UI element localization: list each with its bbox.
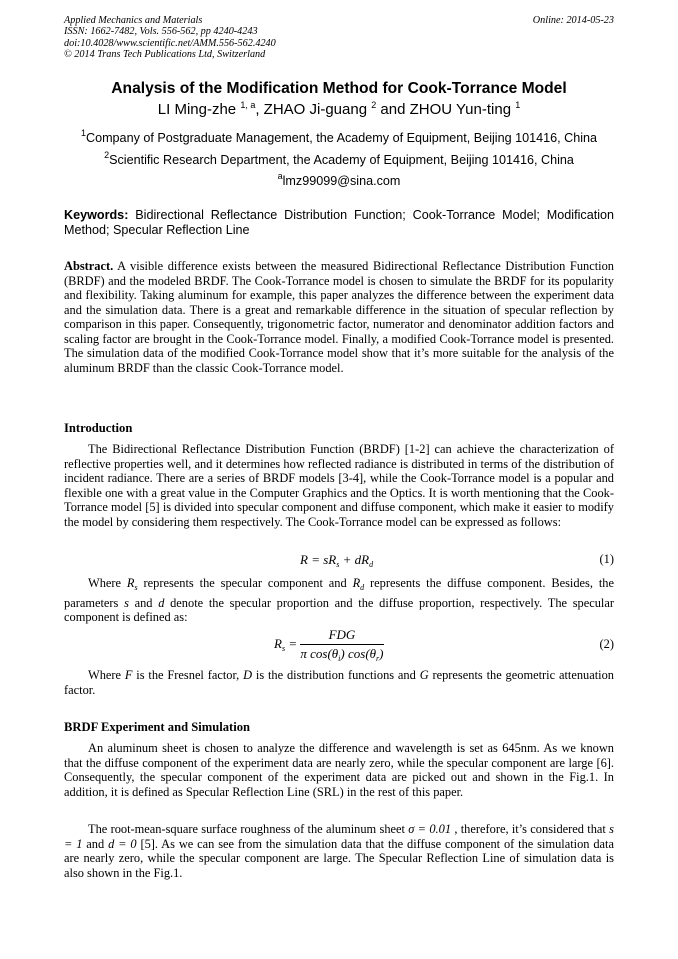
text-run: Where: [88, 576, 127, 590]
affiliation-2-text: Scientific Research Department, the Academy of Equipment, Beijing 101416, China: [109, 153, 574, 167]
equation-2-number: (2): [599, 637, 614, 651]
email-text: lmz99099@sina.com: [282, 174, 401, 188]
s-value: s = 1: [64, 822, 614, 851]
equation-2-expr: $R_s$ = $\frac{\text{FDG}}{\pi \cos(\theta_i) \cos(\theta_r)}$: [274, 627, 384, 663]
d-value: d = 0: [108, 836, 137, 851]
doi-line: doi:10.4028/www.scientific.net/AMM.556-562.4240: [64, 37, 276, 49]
author-1: LI Ming-zhe: [157, 101, 237, 118]
copyright-line: © 2014 Trans Tech Publications Ltd, Switzerland: [64, 48, 266, 60]
intro-paragraph-2: Where $R_s$ represents the specular component and $R_d$ represents the diffuse component. Besides, the parameters s and d denote the specular proportion and the diffuse proportion, respectively. The specular component is defined as:: [64, 576, 615, 624]
author-3-sup: 1: [515, 100, 521, 110]
intro-paragraph-3: Where F is the Fresnel factor, D is the distribution functions and G represents the geometric attenuation factor.: [64, 668, 614, 697]
online-date: Online: 2014-05-23: [532, 15, 614, 26]
affiliation-2: [0, 150, 678, 167]
text-run: represents the specular component and: [137, 576, 353, 590]
equation-2-fraction: $\frac{\text{FDG}}{\pi \cos(\theta_i) \cos(\theta_r)}$: [300, 627, 384, 663]
text-run: represents the diffuse component. Besides, the parameters: [64, 576, 614, 610]
email-sup: a: [277, 171, 283, 181]
author-separator: ,: [255, 101, 264, 118]
text-run: , therefore, it’s considered that: [451, 822, 610, 836]
issn-line: ISSN: 1662-7482, Vols. 556-562, pp 4240-4243: [64, 26, 258, 38]
affiliation-1-sup: 1: [80, 128, 86, 138]
author-1-sup: 1, a: [240, 100, 256, 110]
equation-1-number: (1): [599, 552, 614, 566]
equation-2: [64, 627, 614, 665]
text-run: and: [128, 595, 159, 610]
text-run: and: [82, 836, 109, 851]
journal-header: [64, 15, 276, 60]
journal-name: Applied Mechanics and Materials: [64, 15, 203, 26]
text-run: [5]. As we can see from the simulation data that the diffuse component of the simulation data are nearly zero, while the specular component are large. The Specular Reflection Line of simulation data is also shown in the Fig.1.: [64, 836, 614, 880]
affiliation-1: [0, 128, 678, 145]
text-run: Where: [88, 668, 125, 682]
author-2: ZHAO Ji-guang: [263, 101, 368, 118]
intro-paragraph-1: The Bidirectional Reflectance Distribution Function (BRDF) [1-2] can achieve the characterization of reflective properties well, and it determines how reflected radiance is distributed in terms of the distribution of incident radiance. There are a series of BRDF models [3-4], while the Cook-Torrance model is a popular and flexible one with a great value in the Computer Graphics and the Optics. It is worth mentioning that the Cook-Torrance model [5] is divided into specular component and diffuse component, which make it easier to modify the model by considering them respectively. The Cook-Torrance model can be expressed as follows:: [64, 442, 614, 529]
author-3: ZHOU Yun-ting: [409, 101, 512, 118]
keywords: [64, 208, 614, 238]
text-run: is the distribution functions and: [252, 668, 420, 682]
abstract-text: A visible difference exists between the measured Bidirectional Reflectance Distribution Function (BRDF) and the modeled BRDF. The Cook-Torrance model is chosen to simulate the BRDF for its popularity and flexibility. Taking aluminum for example, this paper analyzes the difference between the experiment data and the simulation data. There is a great and remarkable difference in the situation of specular reflection by comparison in this paper. Consequently, trigonometric factor, numerator and denominator addition factors and scaling factor are brought in the Cook-Torrance model. Finally, a modified Cook-Torrance model is presented. The simulation data of the modified Cook-Torrance model show that it’s more suitable for the analysis of the aluminum BRDF than the classic Cook-Torrance model.: [64, 259, 614, 375]
author-2-sup: 2: [371, 100, 377, 110]
equation-1: [64, 552, 614, 570]
text-run: is the Fresnel factor,: [132, 668, 244, 682]
experiment-paragraph-1: An aluminum sheet is chosen to analyze the difference and wavelength is set as 645nm. As we known that the diffuse component of the experiment data are nearly zero, while the specular component are large [6]. Consequently, the specular component of the experiment data are picked out and shown in the Fig.1. In addition, it is defined as Specular Reflection Line (SRL) in the rest of this paper.: [64, 741, 614, 799]
keywords-text: Bidirectional Reflectance Distribution Function; Cook-Torrance Model; Modification Method; Specular Reflection Line: [64, 208, 614, 237]
abstract-label: Abstract.: [64, 259, 114, 273]
abstract: [64, 259, 614, 375]
paper-title: Analysis of the Modification Method for Cook-Torrance Model: [111, 80, 567, 97]
text-run: represents the geometric attenuation factor.: [64, 668, 614, 697]
section-heading-experiment: BRDF Experiment and Simulation: [64, 720, 251, 734]
author-separator: and: [376, 101, 410, 118]
affiliation-2-sup: 2: [104, 150, 110, 160]
affiliation-1-text: Company of Postgraduate Management, the Academy of Equipment, Beijing 101416, China: [85, 131, 598, 145]
section-heading-introduction: Introduction: [64, 421, 133, 435]
equation-1-expr: $R = sR_s + dR_d$: [300, 552, 374, 569]
author-email: [0, 171, 678, 188]
sigma-value: σ = 0.01: [408, 822, 452, 836]
text-run: denote the specular proportion and the diffuse proportion, respectively. The specular component is defined as:: [64, 595, 615, 624]
author-list: [0, 101, 678, 118]
experiment-paragraph-2: [64, 822, 614, 880]
text-run: The root-mean-square surface roughness of the aluminum sheet: [88, 822, 409, 836]
keywords-label: Keywords:: [64, 208, 129, 222]
